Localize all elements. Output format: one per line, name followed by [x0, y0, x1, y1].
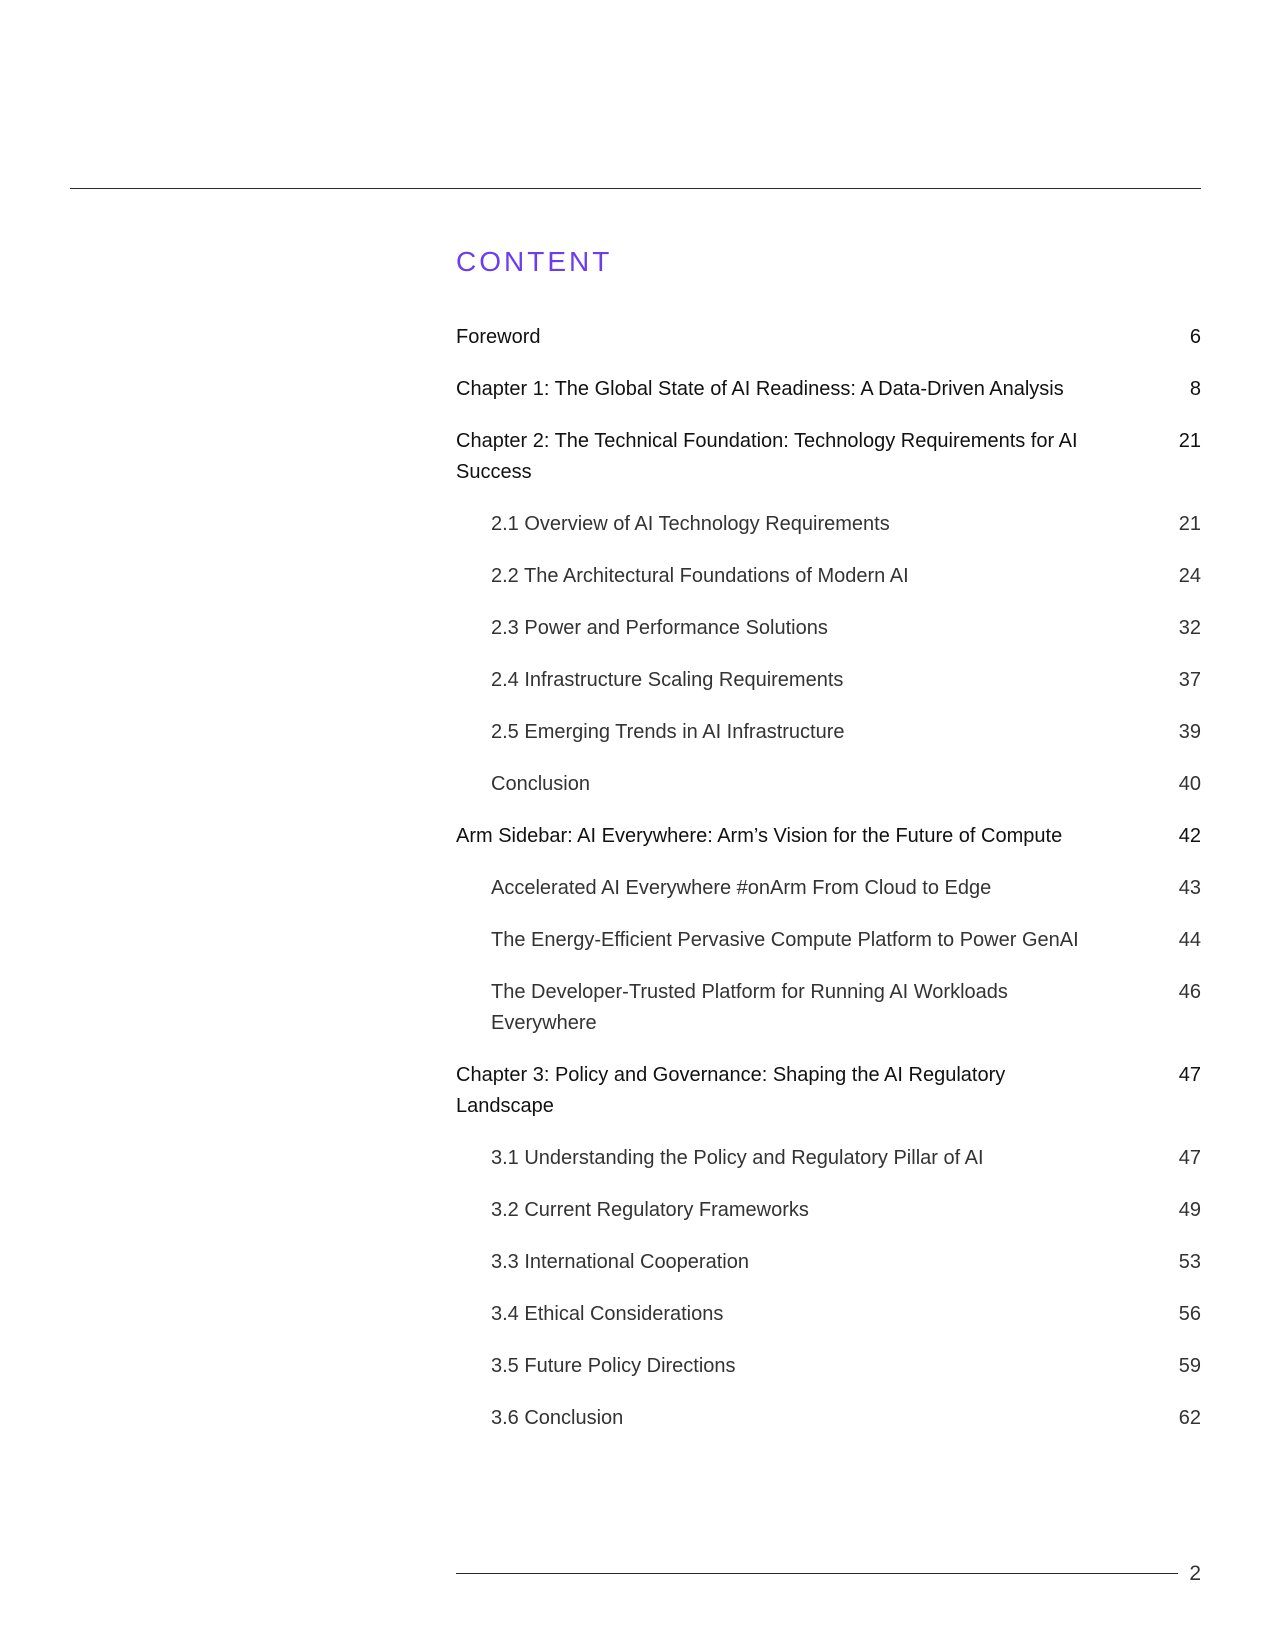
toc-entry-page: 47 [1178, 1147, 1201, 1169]
toc-entry-page: 62 [1178, 1407, 1201, 1429]
toc-entry-section-3-4[interactable] [456, 1299, 1201, 1330]
toc-entry-title: 3.1 Understanding the Policy and Regulatory Pillar of AI [491, 1147, 984, 1169]
toc-entry-page: 8 [1189, 378, 1201, 400]
toc-entry-section-2-3[interactable] [456, 613, 1201, 644]
toc-entry-title: Chapter 3: Policy and Governance: Shaping the AI Regulatory Landscape [456, 1064, 1006, 1117]
toc-entry-section-2-1[interactable] [456, 509, 1201, 540]
toc-entry-section-3-5[interactable] [456, 1351, 1201, 1382]
toc-entry-chapter-2-conclusion[interactable] [456, 769, 1201, 800]
toc-entry-page: 37 [1178, 669, 1201, 691]
toc-entry-title: 2.1 Overview of AI Technology Requirements [491, 513, 890, 535]
toc-entry-page: 21 [1178, 430, 1201, 452]
toc-entry-page: 56 [1178, 1303, 1201, 1325]
toc-entry-sidebar-developer-trusted[interactable] [456, 977, 1201, 1039]
toc-entry-arm-sidebar[interactable] [456, 821, 1201, 852]
toc-entry-page: 21 [1178, 513, 1201, 535]
toc-entry-title: The Developer-Trusted Platform for Running AI Workloads Everywhere [491, 981, 1008, 1034]
toc-entry-page: 40 [1178, 773, 1201, 795]
toc-entry-title: The Energy-Efficient Pervasive Compute Platform to Power GenAI [491, 929, 1079, 951]
toc-entry-page: 39 [1178, 721, 1201, 743]
toc-entry-title: Chapter 2: The Technical Foundation: Technology Requirements for AI Success [456, 430, 1078, 483]
page-number: 2 [1189, 1562, 1201, 1585]
toc-entry-chapter-1[interactable] [456, 374, 1201, 405]
toc-entry-title: 2.4 Infrastructure Scaling Requirements [491, 669, 844, 691]
toc-entry-page: 42 [1178, 825, 1201, 847]
toc-entry-title: Chapter 1: The Global State of AI Readiness: A Data-Driven Analysis [456, 378, 1064, 400]
toc-entry-title: 3.3 International Cooperation [491, 1251, 749, 1273]
toc-entry-section-3-1[interactable] [456, 1143, 1201, 1174]
toc-entry-title: Conclusion [491, 773, 590, 795]
toc-entry-page: 24 [1178, 565, 1201, 587]
header-divider [70, 188, 1201, 189]
toc-entry-page: 32 [1178, 617, 1201, 639]
toc-entry-title: 3.5 Future Policy Directions [491, 1355, 736, 1377]
toc-entry-title: Arm Sidebar: AI Everywhere: Arm’s Vision for the Future of Compute [456, 825, 1063, 847]
toc-entry-section-2-4[interactable] [456, 665, 1201, 696]
table-of-contents [456, 322, 1201, 1455]
toc-entry-section-3-3[interactable] [456, 1247, 1201, 1278]
toc-entry-section-2-5[interactable] [456, 717, 1201, 748]
toc-entry-page: 59 [1178, 1355, 1201, 1377]
toc-entry-chapter-3[interactable] [456, 1060, 1201, 1122]
toc-entry-page: 6 [1189, 326, 1201, 348]
toc-entry-page: 49 [1178, 1199, 1201, 1221]
toc-entry-page: 47 [1178, 1064, 1201, 1086]
toc-entry-title: 2.5 Emerging Trends in AI Infrastructure [491, 721, 845, 743]
toc-entry-page: 44 [1178, 929, 1201, 951]
footer-divider [456, 1573, 1178, 1574]
toc-entry-sidebar-energy-efficient[interactable] [456, 925, 1201, 956]
toc-entry-page: 53 [1178, 1251, 1201, 1273]
toc-entry-title: Accelerated AI Everywhere #onArm From Cloud to Edge [491, 877, 992, 899]
toc-entry-title: 2.3 Power and Performance Solutions [491, 617, 828, 639]
toc-entry-sidebar-accelerated-ai[interactable] [456, 873, 1201, 904]
toc-entry-title: 3.4 Ethical Considerations [491, 1303, 724, 1325]
toc-entry-title: 3.2 Current Regulatory Frameworks [491, 1199, 809, 1221]
page-title: CONTENT [456, 246, 613, 277]
toc-entry-title: 3.6 Conclusion [491, 1407, 624, 1429]
toc-entry-section-3-6[interactable] [456, 1403, 1201, 1434]
toc-entry-chapter-2[interactable] [456, 426, 1201, 488]
toc-entry-page: 43 [1178, 877, 1201, 899]
toc-entry-title: 2.2 The Architectural Foundations of Modern AI [491, 565, 909, 587]
toc-entry-section-2-2[interactable] [456, 561, 1201, 592]
toc-entry-section-3-2[interactable] [456, 1195, 1201, 1226]
toc-entry-foreword[interactable] [456, 322, 1201, 353]
toc-entry-page: 46 [1178, 981, 1201, 1003]
toc-entry-title: Foreword [456, 326, 541, 348]
